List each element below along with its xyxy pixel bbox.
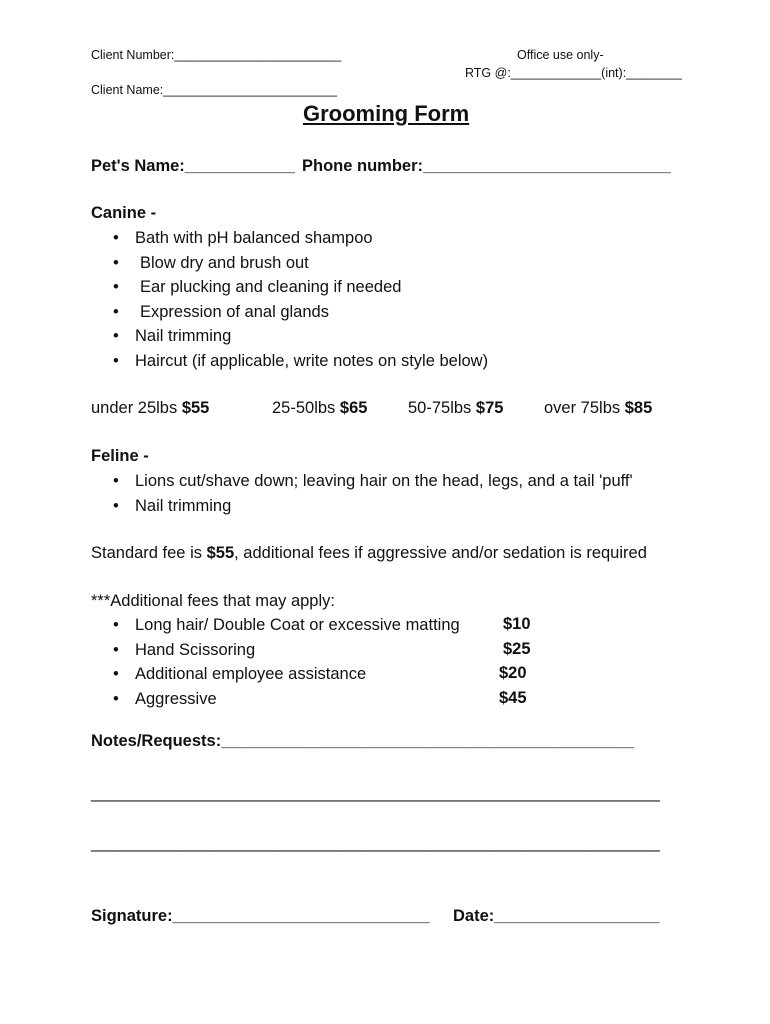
additional-fees-list bbox=[91, 613, 460, 711]
canine-heading: Canine - bbox=[91, 204, 157, 222]
rtg-field[interactable]: RTG @:_____________(int):________ bbox=[465, 66, 682, 80]
bullet-icon: • bbox=[113, 616, 119, 634]
list-item: • Bath with pH balanced shampoo bbox=[91, 226, 488, 251]
notes-requests-field[interactable]: Notes/Requests:_____________________________________________ bbox=[91, 732, 635, 750]
canine-services-list bbox=[91, 226, 488, 374]
bullet-icon: • bbox=[113, 327, 119, 346]
list-item: • Expression of anal glands bbox=[91, 300, 488, 325]
page-title: Grooming Form bbox=[303, 101, 470, 126]
fee-aggressive: $45 bbox=[499, 689, 527, 707]
list-item: • Lions cut/shave down; leaving hair on the head, legs, and a tail 'puff' bbox=[91, 469, 633, 494]
list-item: • Aggressive bbox=[91, 687, 460, 712]
notes-line-2[interactable]: ______________________________________________________________ bbox=[91, 834, 660, 852]
price-over-75: over 75lbs $85 bbox=[544, 399, 653, 417]
price-25-50: 25-50lbs $65 bbox=[272, 399, 368, 417]
bullet-icon: • bbox=[113, 278, 119, 297]
list-item: • Nail trimming bbox=[91, 494, 633, 519]
signature-field[interactable]: Signature:____________________________ bbox=[91, 907, 430, 925]
bullet-icon: • bbox=[113, 253, 119, 272]
office-use-label: Office use only- bbox=[517, 48, 604, 62]
list-item: • Long hair/ Double Coat or excessive matting bbox=[91, 613, 460, 638]
fee-hand-scissoring: $25 bbox=[503, 640, 531, 658]
bullet-icon: • bbox=[113, 665, 119, 684]
list-item: • Ear plucking and cleaning if needed bbox=[91, 275, 488, 300]
bullet-icon: • bbox=[113, 229, 119, 247]
fee-employee-assistance: $20 bbox=[499, 664, 527, 682]
notes-line-1[interactable]: ______________________________________________________________ bbox=[91, 784, 660, 802]
list-item: • Hand Scissoring bbox=[91, 638, 460, 663]
pets-name-field[interactable]: Pet's Name:____________ bbox=[91, 157, 295, 175]
list-item: • Additional employee assistance bbox=[91, 662, 460, 687]
date-field[interactable]: Date:__________________ bbox=[453, 907, 660, 925]
bullet-icon: • bbox=[113, 689, 119, 708]
feline-services-list bbox=[91, 469, 633, 518]
fee-long-hair: $10 bbox=[503, 615, 531, 633]
feline-heading: Feline - bbox=[91, 447, 149, 465]
bullet-icon: • bbox=[113, 351, 119, 370]
price-under-25: under 25lbs $55 bbox=[91, 399, 210, 417]
client-name-field[interactable]: Client Name:_________________________ bbox=[91, 83, 338, 97]
bullet-icon: • bbox=[113, 496, 119, 515]
client-number-field[interactable]: Client Number:________________________ bbox=[91, 48, 342, 62]
bullet-icon: • bbox=[113, 302, 119, 321]
phone-number-field[interactable]: Phone number:___________________________ bbox=[302, 157, 671, 175]
bullet-icon: • bbox=[113, 472, 119, 490]
standard-fee-text: Standard fee is $55, additional fees if aggressive and/or sedation is required bbox=[91, 544, 647, 562]
bullet-icon: • bbox=[113, 640, 119, 659]
price-50-75: 50-75lbs $75 bbox=[408, 399, 504, 417]
list-item: • Blow dry and brush out bbox=[91, 251, 488, 276]
additional-fees-heading: ***Additional fees that may apply: bbox=[91, 592, 335, 610]
list-item: • Haircut (if applicable, write notes on style below) bbox=[91, 349, 488, 374]
list-item: • Nail trimming bbox=[91, 324, 488, 349]
